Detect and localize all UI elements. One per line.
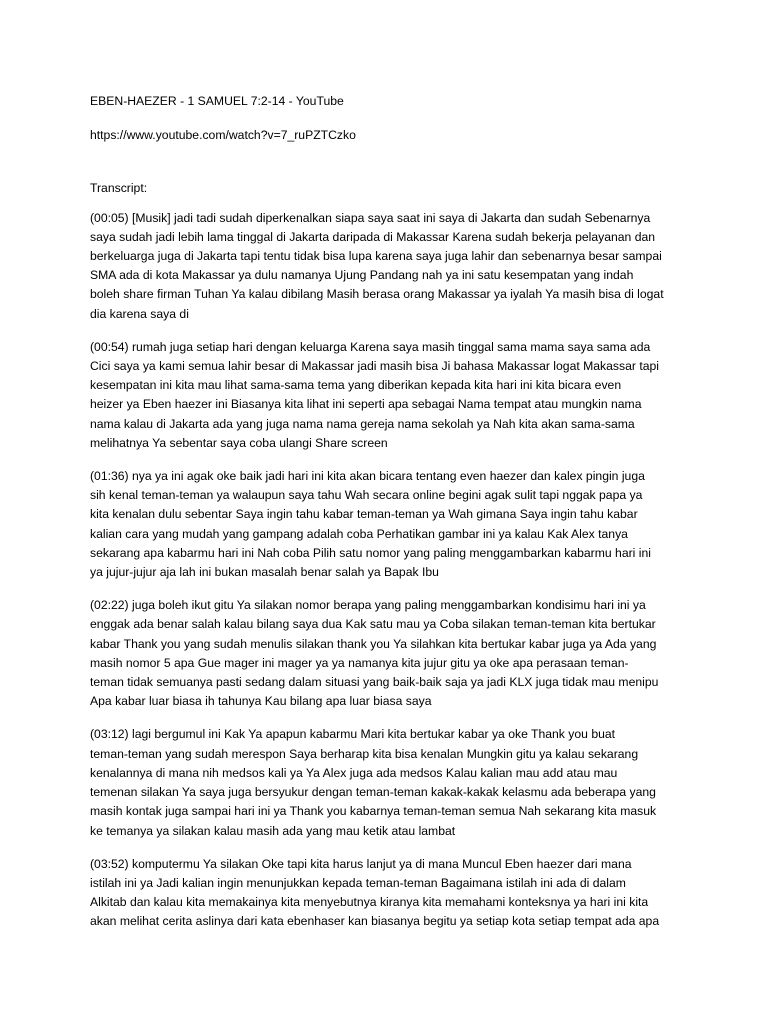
document-title: EBEN-HAEZER - 1 SAMUEL 7:2-14 - YouTube — [90, 94, 344, 108]
transcript-line: teman tidak semuanya pasti sedang dalam situasi yang baik-baik saja ya jadi KLX juga tidak mau menipu — [90, 675, 659, 690]
transcript-paragraph — [90, 725, 680, 840]
transcript-line: kalian cara yang mudah yang gampang adalah coba Perhatikan gambar ini ya kalau Kak Alex tanya — [90, 526, 628, 541]
transcript-line: SMA ada di kota Makassar ya dulu namanya Ujung Pandang nah ya ini satu kesempatan yang indah — [90, 268, 634, 283]
transcript-line: (00:54) rumah juga setiap hari dengan keluarga Karena saya masih tinggal sama mama saya sama ada — [90, 339, 651, 354]
transcript-line: ya jujur-jujur aja lah ini bukan masalah benar salah ya Bapak Ibu — [90, 565, 439, 580]
transcript-paragraph — [90, 596, 680, 711]
transcript-line: sih kenal teman-teman ya walaupun saya tahu Wah secara online begini agak sulit tapi nggak papa ya — [90, 488, 643, 503]
transcript-line: Apa kabar luar biasa ih tahunya Kau bilang apa luar biasa saya — [90, 694, 432, 709]
transcript-paragraph — [90, 855, 680, 932]
transcript-line: ke temanya ya silakan kalau masih ada yang mau ketik atau lambat — [90, 823, 456, 838]
document-page — [90, 92, 680, 946]
transcript-line: nama kalau di Jakarta ada yang juga nama nama gereja nama sekolah ya Nah kita akan sama-sama — [90, 416, 635, 431]
transcript-line: kenalannya di mana nih medsos kali ya Ya Alex juga ada medsos Kalau kalian mau add atau mau — [90, 765, 618, 780]
transcript-line: kesempatan ini kita mau lihat sama-sama tema yang diberikan kepada kita hari ini kita bicara even — [90, 378, 622, 393]
transcript-paragraph — [90, 338, 680, 453]
transcript-line: (01:36) nya ya ini agak oke baik jadi hari ini kita akan bicara tentang even haezer dan kalex pingin juga — [90, 469, 645, 484]
transcript-line: temenan silakan Ya saya juga bersyukur dengan teman-teman kakak-kakak kelasmu ada beberapa yang — [90, 785, 656, 800]
transcript-line: kabar Thank you yang sudah menulis silakan thank you Ya silahkan kita bertukar kabar juga ya Ada yang — [90, 636, 657, 651]
transcript-paragraph — [90, 467, 680, 582]
transcript-line: teman-teman yang sudah merespon Saya berharap kita bisa kenalan Mungkin gitu ya kalau sekarang — [90, 746, 639, 761]
transcript-line: dia karena saya di — [90, 306, 189, 321]
transcript-label: Transcript: — [90, 181, 148, 196]
transcript-line: masih kontak juga sampai hari ini ya Thank you kabarnya teman-teman semua Nah sekarang kita masuk — [90, 804, 657, 819]
transcript-line: kita kenalan dulu sebentar Saya ingin tahu kabar teman-teman ya Wah gimana Saya ingin tahu kabar — [90, 507, 638, 522]
transcript-line: heizer ya Eben haezer ini Biasanya kita lihat ini seperti apa sebagai Nama tempat atau mungkin nama — [90, 397, 642, 412]
transcript-line: berkeluarga juga di Jakarta tapi tentu tidak bisa lupa karena saya juga lahir dan sebenarnya besar sampai — [90, 249, 662, 264]
transcript-line: masih nomor 5 apa Gue mager ini mager ya ya namanya kita jujur gitu ya oke apa perasaan teman- — [90, 655, 629, 670]
transcript-line: melihatnya Ya sebentar saya coba ulangi Share screen — [90, 435, 388, 450]
transcript-paragraph — [90, 209, 680, 324]
video-url[interactable]: https://www.youtube.com/watch?v=7_ruPZTCzko — [90, 128, 356, 143]
transcript-line: enggak ada benar salah kalau bilang saya dua Kak satu mau ya Coba silakan teman-teman kita bertukar — [90, 617, 656, 632]
transcript-line: sekarang apa kabarmu hari ini Nah coba Pilih satu nomor yang paling menggambarkan kabarmu hari ini — [90, 545, 651, 560]
transcript-line: (02:22) juga boleh ikut gitu Ya silakan nomor berapa yang paling menggambarkan kondisimu hari ini ya — [90, 598, 646, 613]
transcript-body — [90, 209, 680, 932]
transcript-line: (00:05) [Musik] jadi tadi sudah diperkenalkan siapa saya saat ini saya di Jakarta dan sudah Sebenarnya — [90, 210, 651, 225]
transcript-line: saya sudah jadi lebih lama tinggal di Jakarta daripada di Makassar Karena sudah bekerja pelayanan dan — [90, 229, 656, 244]
transcript-line: Alkitab dan kalau kita memakainya kita menyebutnya kiranya kita memahami konteksnya ya hari ini kita — [90, 895, 649, 910]
transcript-line: (03:52) komputermu Ya silakan Oke tapi kita harus lanjut ya di mana Muncul Eben haezer dari mana — [90, 856, 632, 871]
transcript-line: Cici saya ya kami semua lahir besar di Makassar jadi masih bisa Ji bahasa Makassar logat Makassar tapi — [90, 359, 659, 374]
transcript-line: boleh share firman Tuhan Ya kalau dibilang Masih berasa orang Makassar ya iyalah Ya masih bisa di logat — [90, 287, 664, 302]
transcript-line: istilah ini ya Jadi kalian ingin menunjukkan kepada teman-teman Bagaimana istilah ini ada di dalam — [90, 875, 626, 890]
transcript-line: (03:12) lagi bergumul ini Kak Ya apapun kabarmu Mari kita bertukar kabar ya oke Thank you buat — [90, 727, 616, 742]
transcript-line: akan melihat cerita aslinya dari kata ebenhaser kan biasanya begitu ya setiap kota setiap tempat ada apa — [90, 914, 660, 929]
